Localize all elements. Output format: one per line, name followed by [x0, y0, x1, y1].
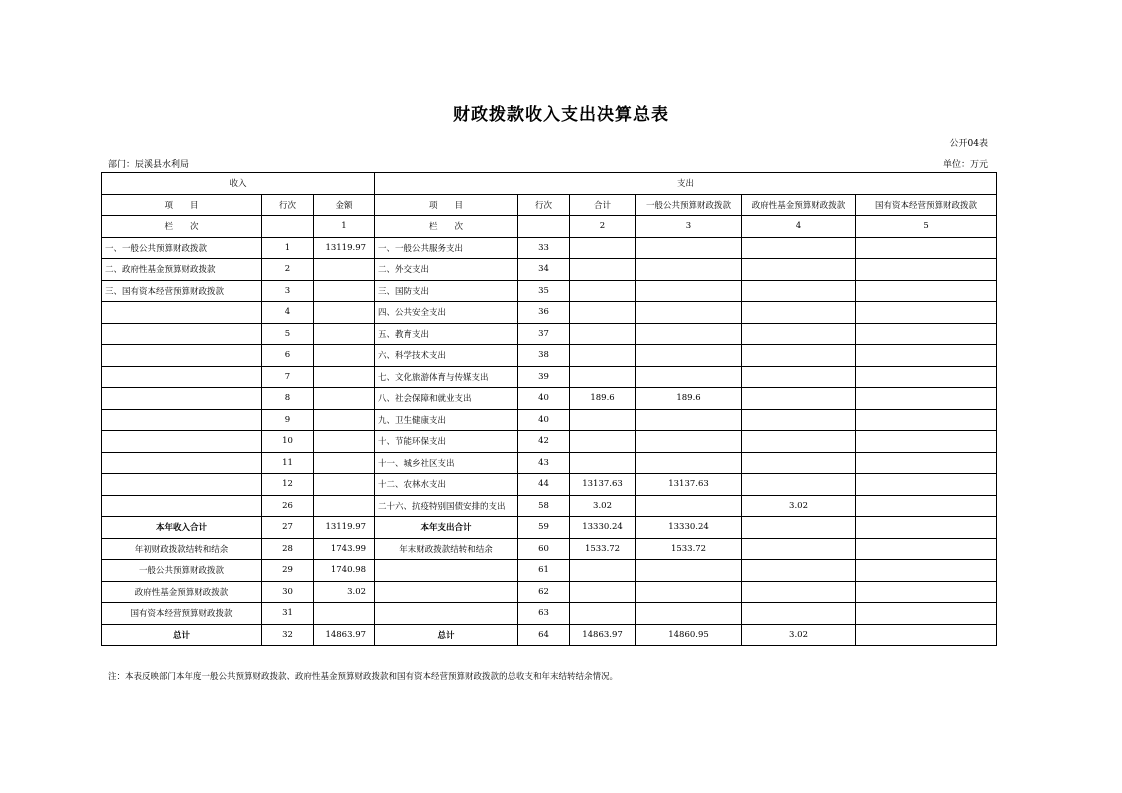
expense-state-capital-cell	[856, 452, 997, 474]
grand-expense-state-capital	[856, 624, 997, 646]
expense-state-capital-header: 国有资本经营预算财政拨款	[856, 194, 997, 216]
sub-state-capital-line: 31	[262, 603, 314, 625]
income-item-cell	[102, 474, 262, 496]
expense-gov-fund-cell	[742, 345, 856, 367]
expense-gov-fund-cell	[742, 474, 856, 496]
expense-total-cell	[570, 431, 636, 453]
carryover-row	[102, 538, 997, 560]
income-line-cell: 26	[262, 495, 314, 517]
sub-gov-fund-line: 30	[262, 581, 314, 603]
expense-gov-fund-cell: 3.02	[742, 495, 856, 517]
expense-item-cell: 八、社会保障和就业支出	[375, 388, 518, 410]
year-expense-general: 13330.24	[636, 517, 742, 539]
sub-gov-fund-expense-state-capital	[856, 581, 997, 603]
expense-general-cell: 13137.63	[636, 474, 742, 496]
income-item-cell	[102, 366, 262, 388]
income-amount-header: 金额	[314, 194, 375, 216]
expense-line-index	[518, 216, 570, 238]
expense-state-capital-cell	[856, 366, 997, 388]
table-row	[102, 495, 997, 517]
year-income-amount: 13119.97	[314, 517, 375, 539]
grand-expense-total: 14863.97	[570, 624, 636, 646]
income-amount-cell	[314, 409, 375, 431]
year-income-label: 本年收入合计	[102, 517, 262, 539]
expense-general-cell	[636, 409, 742, 431]
expense-item-cell: 三、国防支出	[375, 280, 518, 302]
expense-column-index-3: 3	[636, 216, 742, 238]
expense-gov-fund-cell	[742, 280, 856, 302]
table-row	[102, 366, 997, 388]
sub-state-capital-expense-state-capital	[856, 603, 997, 625]
income-item-cell	[102, 495, 262, 517]
expense-item-cell: 五、教育支出	[375, 323, 518, 345]
income-amount-cell	[314, 280, 375, 302]
expense-line-cell: 35	[518, 280, 570, 302]
income-line-index	[262, 216, 314, 238]
end-balance-gov-fund	[742, 538, 856, 560]
grand-income-line: 32	[262, 624, 314, 646]
sub-general-expense-line: 61	[518, 560, 570, 582]
income-amount-cell	[314, 323, 375, 345]
sub-gov-fund-amount: 3.02	[314, 581, 375, 603]
sub-general-amount: 1740.98	[314, 560, 375, 582]
expense-gov-fund-cell	[742, 323, 856, 345]
income-line-cell: 7	[262, 366, 314, 388]
expense-item-cell: 十、节能环保支出	[375, 431, 518, 453]
expense-column-index-5: 5	[856, 216, 997, 238]
expense-state-capital-cell	[856, 495, 997, 517]
income-line-cell: 2	[262, 259, 314, 281]
sub-state-capital-expense-general	[636, 603, 742, 625]
form-number: 公开04表	[949, 139, 988, 149]
income-item-cell	[102, 302, 262, 324]
expense-general-cell	[636, 280, 742, 302]
header-row-sections	[102, 173, 997, 195]
income-amount-cell	[314, 474, 375, 496]
income-line-cell: 8	[262, 388, 314, 410]
year-expense-gov-fund	[742, 517, 856, 539]
income-line-header: 行次	[262, 194, 314, 216]
grand-total-row	[102, 624, 997, 646]
carryover-state-capital-row	[102, 603, 997, 625]
table-row	[102, 237, 997, 259]
expense-gov-fund-cell	[742, 366, 856, 388]
expense-item-header: 项 目	[375, 194, 518, 216]
expense-total-header: 合计	[570, 194, 636, 216]
expense-total-cell	[570, 409, 636, 431]
expense-general-cell: 189.6	[636, 388, 742, 410]
sub-state-capital-expense-line: 63	[518, 603, 570, 625]
expense-general-cell	[636, 366, 742, 388]
expense-item-cell: 九、卫生健康支出	[375, 409, 518, 431]
grand-income-label: 总计	[102, 624, 262, 646]
expense-line-cell: 44	[518, 474, 570, 496]
expense-state-capital-cell	[856, 259, 997, 281]
income-item-cell: 一、一般公共预算财政拨款	[102, 237, 262, 259]
table-row	[102, 431, 997, 453]
sub-state-capital-expense-total	[570, 603, 636, 625]
expense-line-cell: 37	[518, 323, 570, 345]
expense-general-header: 一般公共预算财政拨款	[636, 194, 742, 216]
expense-state-capital-cell	[856, 474, 997, 496]
expense-header: 支出	[375, 173, 997, 195]
table-row	[102, 345, 997, 367]
expense-item-cell: 十一、城乡社区支出	[375, 452, 518, 474]
fiscal-appropriation-table	[101, 172, 997, 646]
income-item-cell	[102, 452, 262, 474]
sub-gov-fund-expense-gov-fund	[742, 581, 856, 603]
year-expense-total: 13330.24	[570, 517, 636, 539]
grand-expense-line: 64	[518, 624, 570, 646]
expense-item-cell: 六、科学技术支出	[375, 345, 518, 367]
table-row	[102, 323, 997, 345]
income-line-cell: 3	[262, 280, 314, 302]
expense-line-cell: 33	[518, 237, 570, 259]
expense-general-cell	[636, 345, 742, 367]
expense-column-index-2: 2	[570, 216, 636, 238]
income-column-index: 1	[314, 216, 375, 238]
grand-expense-gov-fund: 3.02	[742, 624, 856, 646]
expense-state-capital-cell	[856, 302, 997, 324]
expense-total-cell	[570, 366, 636, 388]
expense-state-capital-cell	[856, 237, 997, 259]
income-line-cell: 12	[262, 474, 314, 496]
income-line-cell: 4	[262, 302, 314, 324]
expense-state-capital-cell	[856, 388, 997, 410]
income-amount-cell	[314, 302, 375, 324]
income-amount-cell	[314, 345, 375, 367]
sub-gov-fund-expense-general	[636, 581, 742, 603]
expense-item-cell: 七、文化旅游体育与传媒支出	[375, 366, 518, 388]
department-label: 部门：辰溪县水利局	[108, 160, 190, 170]
end-balance-general: 1533.72	[636, 538, 742, 560]
income-amount-cell	[314, 495, 375, 517]
grand-expense-label: 总计	[375, 624, 518, 646]
expense-line-cell: 36	[518, 302, 570, 324]
income-amount-cell	[314, 431, 375, 453]
income-amount-cell	[314, 366, 375, 388]
expense-column-index-4: 4	[742, 216, 856, 238]
expense-line-cell: 34	[518, 259, 570, 281]
sub-state-capital-expense-gov-fund	[742, 603, 856, 625]
income-item-cell: 三、国有资本经营预算财政拨款	[102, 280, 262, 302]
income-line-cell: 11	[262, 452, 314, 474]
expense-state-capital-cell	[856, 431, 997, 453]
expense-item-cell: 四、公共安全支出	[375, 302, 518, 324]
expense-line-header: 行次	[518, 194, 570, 216]
year-expense-state-capital	[856, 517, 997, 539]
expense-gov-fund-cell	[742, 237, 856, 259]
expense-general-cell	[636, 323, 742, 345]
income-item-cell	[102, 388, 262, 410]
expense-line-cell: 39	[518, 366, 570, 388]
expense-line-cell: 38	[518, 345, 570, 367]
header-row-column-index	[102, 216, 997, 238]
expense-total-cell	[570, 452, 636, 474]
table-row	[102, 302, 997, 324]
expense-total-cell: 3.02	[570, 495, 636, 517]
expense-state-capital-cell	[856, 323, 997, 345]
sub-general-expense-total	[570, 560, 636, 582]
table-row	[102, 452, 997, 474]
income-line-cell: 5	[262, 323, 314, 345]
table-row	[102, 474, 997, 496]
begin-balance-label: 年初财政拨款结转和结余	[102, 538, 262, 560]
end-balance-label: 年末财政拨款结转和结余	[375, 538, 518, 560]
income-item-cell: 二、政府性基金预算财政拨款	[102, 259, 262, 281]
end-balance-state-capital	[856, 538, 997, 560]
grand-income-amount: 14863.97	[314, 624, 375, 646]
income-item-header: 项 目	[102, 194, 262, 216]
year-expense-label: 本年支出合计	[375, 517, 518, 539]
expense-state-capital-cell	[856, 345, 997, 367]
expense-item-cell: 二、外交支出	[375, 259, 518, 281]
year-expense-line: 59	[518, 517, 570, 539]
sub-general-expense-state-capital	[856, 560, 997, 582]
expense-state-capital-cell	[856, 280, 997, 302]
income-line-cell: 1	[262, 237, 314, 259]
expense-total-cell	[570, 345, 636, 367]
income-amount-cell	[314, 259, 375, 281]
sub-general-expense-general	[636, 560, 742, 582]
begin-balance-line: 28	[262, 538, 314, 560]
expense-total-cell	[570, 237, 636, 259]
income-item-cell	[102, 345, 262, 367]
income-line-cell: 6	[262, 345, 314, 367]
income-column-label: 栏 次	[102, 216, 262, 238]
end-balance-line: 60	[518, 538, 570, 560]
expense-total-cell: 189.6	[570, 388, 636, 410]
sub-state-capital-expense-item	[375, 603, 518, 625]
table-row	[102, 409, 997, 431]
income-item-cell	[102, 409, 262, 431]
income-line-cell: 9	[262, 409, 314, 431]
sub-general-expense-item	[375, 560, 518, 582]
expense-total-cell	[570, 323, 636, 345]
expense-gov-fund-header: 政府性基金预算财政拨款	[742, 194, 856, 216]
sub-general-label: 一般公共预算财政拨款	[102, 560, 262, 582]
expense-line-cell: 40	[518, 409, 570, 431]
sub-general-line: 29	[262, 560, 314, 582]
table-row	[102, 388, 997, 410]
expense-general-cell	[636, 495, 742, 517]
expense-gov-fund-cell	[742, 431, 856, 453]
income-line-cell: 10	[262, 431, 314, 453]
sub-general-expense-gov-fund	[742, 560, 856, 582]
income-item-cell	[102, 431, 262, 453]
expense-total-cell	[570, 280, 636, 302]
sub-state-capital-label: 国有资本经营预算财政拨款	[102, 603, 262, 625]
expense-gov-fund-cell	[742, 259, 856, 281]
year-income-line: 27	[262, 517, 314, 539]
expense-column-label: 栏 次	[375, 216, 518, 238]
unit-label: 单位：万元	[942, 160, 988, 170]
expense-gov-fund-cell	[742, 409, 856, 431]
end-balance-total: 1533.72	[570, 538, 636, 560]
expense-general-cell	[636, 302, 742, 324]
expense-total-cell	[570, 259, 636, 281]
page-title: 财政拨款收入支出决算总表	[453, 105, 669, 125]
sub-gov-fund-expense-total	[570, 581, 636, 603]
expense-general-cell	[636, 431, 742, 453]
expense-item-cell: 一、一般公共服务支出	[375, 237, 518, 259]
grand-expense-general: 14860.95	[636, 624, 742, 646]
header-row-columns	[102, 194, 997, 216]
expense-gov-fund-cell	[742, 302, 856, 324]
carryover-general-row	[102, 560, 997, 582]
expense-item-cell: 二十六、抗疫特别国债安排的支出	[375, 495, 518, 517]
table-row	[102, 280, 997, 302]
expense-general-cell	[636, 259, 742, 281]
sub-gov-fund-label: 政府性基金预算财政拨款	[102, 581, 262, 603]
carryover-gov-fund-row	[102, 581, 997, 603]
income-amount-cell: 13119.97	[314, 237, 375, 259]
sub-state-capital-amount	[314, 603, 375, 625]
footnote: 注：本表反映部门本年度一般公共预算财政拨款、政府性基金预算财政拨款和国有资本经营预算财政拨款的总收支和年末结转结余情况。	[108, 672, 619, 682]
expense-line-cell: 58	[518, 495, 570, 517]
expense-total-cell: 13137.63	[570, 474, 636, 496]
expense-total-cell	[570, 302, 636, 324]
income-item-cell	[102, 323, 262, 345]
table-row	[102, 259, 997, 281]
expense-general-cell	[636, 237, 742, 259]
expense-line-cell: 40	[518, 388, 570, 410]
income-amount-cell	[314, 388, 375, 410]
begin-balance-amount: 1743.99	[314, 538, 375, 560]
expense-state-capital-cell	[856, 409, 997, 431]
expense-general-cell	[636, 452, 742, 474]
expense-line-cell: 43	[518, 452, 570, 474]
income-amount-cell	[314, 452, 375, 474]
expense-item-cell: 十二、农林水支出	[375, 474, 518, 496]
year-total-row	[102, 517, 997, 539]
sub-gov-fund-expense-item	[375, 581, 518, 603]
expense-line-cell: 42	[518, 431, 570, 453]
expense-gov-fund-cell	[742, 388, 856, 410]
expense-gov-fund-cell	[742, 452, 856, 474]
sub-gov-fund-expense-line: 62	[518, 581, 570, 603]
income-header: 收入	[102, 173, 375, 195]
